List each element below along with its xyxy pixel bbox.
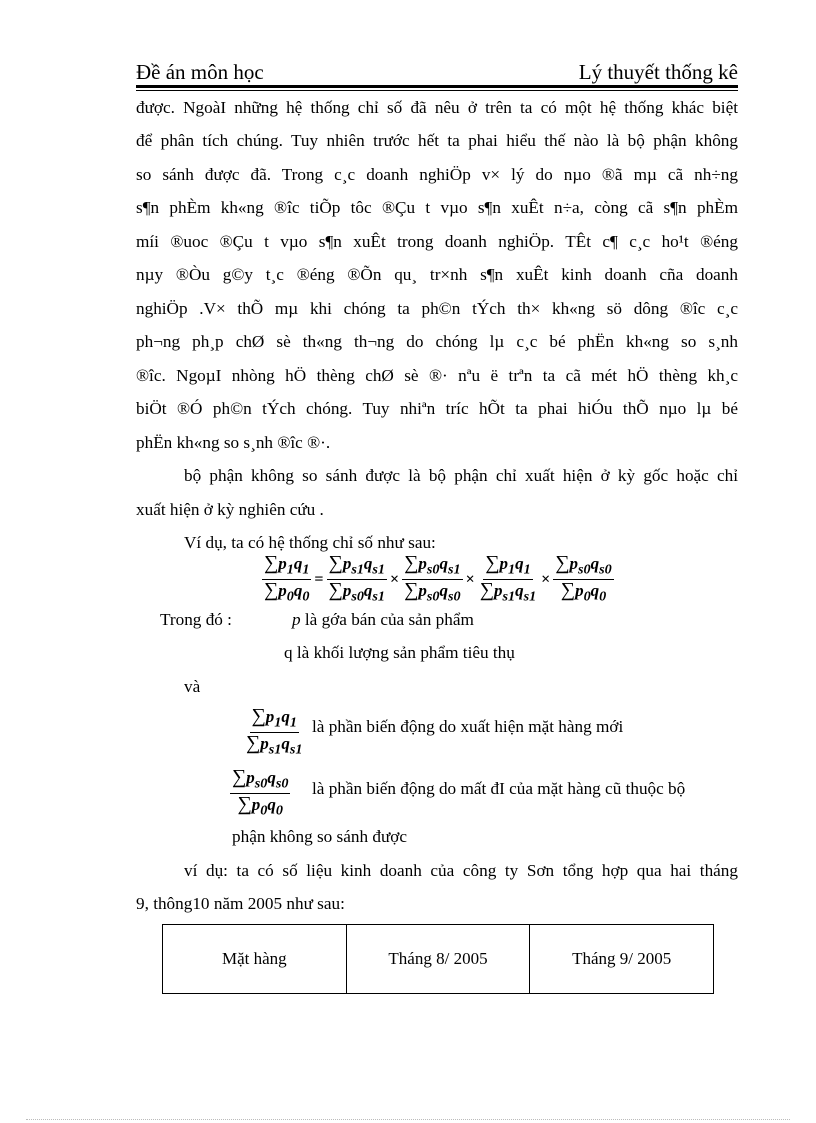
formula-fraction-3: $\frac{\sum p_1q_1}{\sum p_{s1}q_{s1}}$	[479, 552, 537, 605]
header-thin-rule	[136, 90, 738, 91]
new-items-note: là phần biến động do xuất hiện mặt hàng mới	[312, 717, 624, 736]
header-thick-rule	[136, 85, 738, 88]
definition-line: xuất hiện ở kỳ nghiên cứu .	[136, 500, 324, 519]
example2-line: ví dụ: ta có số liệu kinh doanh của công ty Sơn tổng hợp qua hai tháng	[184, 861, 738, 880]
q-description: q là khối lượng sản phẩm tiêu thụ	[284, 643, 515, 662]
p-symbol: p	[292, 610, 301, 629]
formula-fraction-1: $\frac{\sum p_{s1}q_{s1}}{\sum p_{s0}q_{s1}}$	[328, 552, 385, 605]
header-subject-title: Lý thuyết thống kê	[578, 60, 738, 84]
formula-fraction-2: $\frac{\sum p_{s0}q_{s1}}{\sum p_{s0}q_{s0}}$	[404, 552, 461, 605]
body-line: để phân tích chúng. Tuy nhiên trước hết ta phai hiểu thế nào là bộ phận không	[136, 131, 738, 150]
lost-items-note-line2: phận không so sánh được	[232, 827, 407, 846]
lost-items-formula: $\frac{\sum p_{s0}q_{s0}}{\sum p_0q_0}$	[232, 766, 289, 819]
body-line: được. NgoàI những hệ thống chỉ số đã nêu ở trên ta có một hệ thống khác biệt	[136, 98, 738, 117]
header-course-title: Đề án môn học	[136, 60, 264, 84]
body-line: nµy ®Òu g©y t¸c ®éng ®Õn qu¸ tr×nh s¶n xuÊt kinh doanh cña doanh	[136, 265, 738, 284]
p-description: là gớa bán của sản phẩm	[304, 610, 474, 629]
page-header	[136, 54, 738, 88]
page-bottom-divider	[26, 1119, 790, 1120]
formula-fraction-total: $\frac{\sum p_1q_1}{\sum p_0q_0}$	[264, 552, 310, 605]
body-line: phËn kh«ng so s¸nh ®îc ®·.	[136, 433, 331, 452]
data-table	[162, 924, 714, 994]
where-label: Trong đó :	[160, 610, 232, 629]
table-header-item: Mặt hàng	[163, 925, 347, 993]
body-line: míi ®uoc ®Çu t vµo s¶n xuÊt trong doanh nghiÖp. TÊt c¶ c¸c ho¹t ®éng	[136, 232, 738, 251]
example-intro: Ví dụ, ta có hệ thống chỉ số như sau:	[184, 533, 436, 552]
body-line: so sánh được đã. Trong c¸c doanh nghiÖp v× lý do nµo ®ã mµ cã nh÷ng	[136, 165, 738, 184]
index-system-formula: $\frac{\sum p_1q_1}{\sum p_0q_0}$ = $\frac{\sum p_{s1}q_{s1}}{\sum p_{s0}q_{s1}}$ × $\frac{\sum p_{s0}q_{s1}}{\sum p_{s0}q_{s0}}$ × $\frac{\sum p_1q_1}{\sum p_{s1}q_{s1}}$ × $\frac{\sum p_{s0}q_{s0}}{\sum p_0q_0}$	[264, 552, 612, 605]
body-line: ph¬ng ph¸p chØ sè th«ng th¬ng do chóng lµ c¸c bé phËn kh«ng so s¸nh	[136, 332, 738, 351]
where-p-line	[292, 610, 712, 630]
table-header-month9: Tháng 9/ 2005	[572, 949, 672, 968]
body-line: s¶n phÈm kh«ng ®îc tiÕp tôc ®Çu t vµo s¶n xuÊt n÷a, còng cã s¶n phÈm	[136, 198, 738, 217]
body-line: nghiÖp .V× thÕ mµ khi chóng ta ph©n tÝch th× kh«ng sö dông ®îc c¸c	[136, 299, 738, 318]
definition-line: bộ phận không so sánh được là bộ phận chỉ xuất hiện ở kỳ gốc hoặc chỉ	[184, 466, 738, 485]
body-line: biÖt ®Ó ph©n tÝch chóng. Tuy nhiªn tríc hÕt ta phai hiÓu thÕ nµo lµ bé	[136, 399, 738, 418]
lost-items-note-line1: là phần biến động do mất đI của mặt hàng cũ thuộc bộ	[312, 779, 686, 798]
and-label: và	[184, 677, 201, 696]
new-items-formula: $\frac{\sum p_1q_1}{\sum p_{s1}q_{s1}}$	[246, 705, 303, 758]
body-line: ®îc. NgoµI nhòng hÖ thèng chØ sè ®· nªu ë trªn ta cã mét hÖ thèng kh¸c	[136, 366, 738, 385]
example2-line: 9, thông10 năm 2005 như sau:	[136, 894, 345, 913]
table-header-month8: Tháng 8/ 2005	[347, 925, 531, 993]
formula-fraction-4: $\frac{\sum p_{s0}q_{s0}}{\sum p_0q_0}$	[555, 552, 612, 605]
